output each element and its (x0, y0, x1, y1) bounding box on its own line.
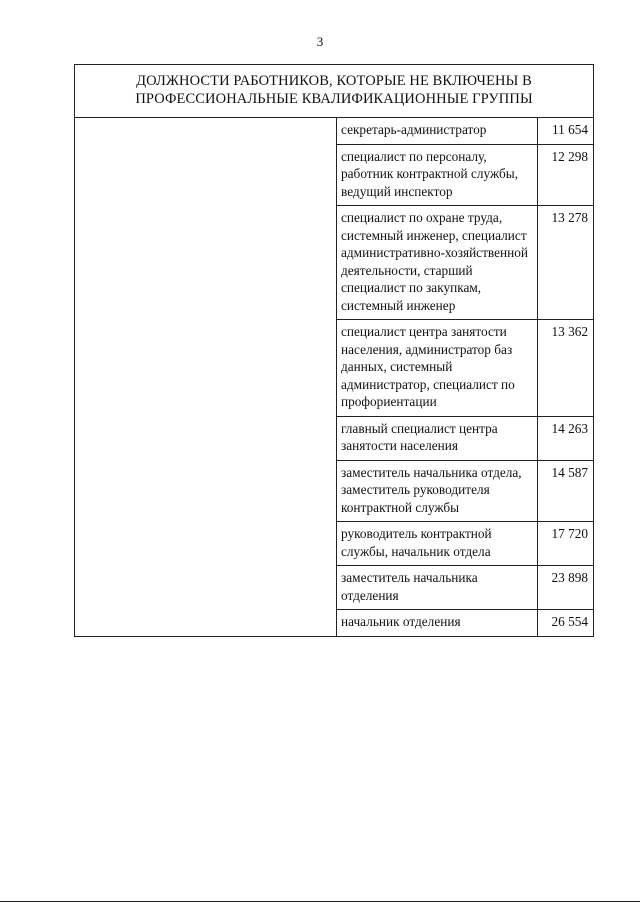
positions-table (74, 64, 594, 637)
salary-cell: 26 554 (538, 610, 594, 637)
table-row (75, 118, 594, 145)
table-header: ДОЛЖНОСТИ РАБОТНИКОВ, КОТОРЫЕ НЕ ВКЛЮЧЕНЫ В ПРОФЕССИОНАЛЬНЫЕ КВАЛИФИКАЦИОННЫЕ ГРУППЫ (75, 65, 594, 118)
salary-cell: 17 720 (538, 522, 594, 566)
salary-cell: 13 278 (538, 206, 594, 320)
position-cell: специалист по персоналу, работник контрактной службы, ведущий инспектор (337, 144, 538, 206)
position-cell: начальник отделения (337, 610, 538, 637)
salary-cell: 12 298 (538, 144, 594, 206)
position-cell: специалист центра занятости населения, администратор баз данных, системный администратор, специалист по профориентации (337, 320, 538, 417)
page-number: 3 (316, 34, 324, 49)
empty-first-column (75, 118, 337, 637)
salary-cell: 14 263 (538, 416, 594, 460)
salary-cell: 23 898 (538, 566, 594, 610)
table-header-row (75, 65, 594, 118)
position-cell: руководитель контрактной службы, начальник отдела (337, 522, 538, 566)
salary-cell: 11 654 (538, 118, 594, 145)
position-cell: заместитель начальника отделения (337, 566, 538, 610)
position-cell: главный специалист центра занятости населения (337, 416, 538, 460)
salary-cell: 14 587 (538, 460, 594, 522)
position-cell: специалист по охране труда, системный инженер, специалист административно-хозяйственной деятельности, старший специалист по закупкам, системный инженер (337, 206, 538, 320)
position-cell: заместитель начальника отдела, заместитель руководителя контрактной службы (337, 460, 538, 522)
salary-cell: 13 362 (538, 320, 594, 417)
page-bottom-rule (0, 901, 640, 902)
position-cell: секретарь-администратор (337, 118, 538, 145)
